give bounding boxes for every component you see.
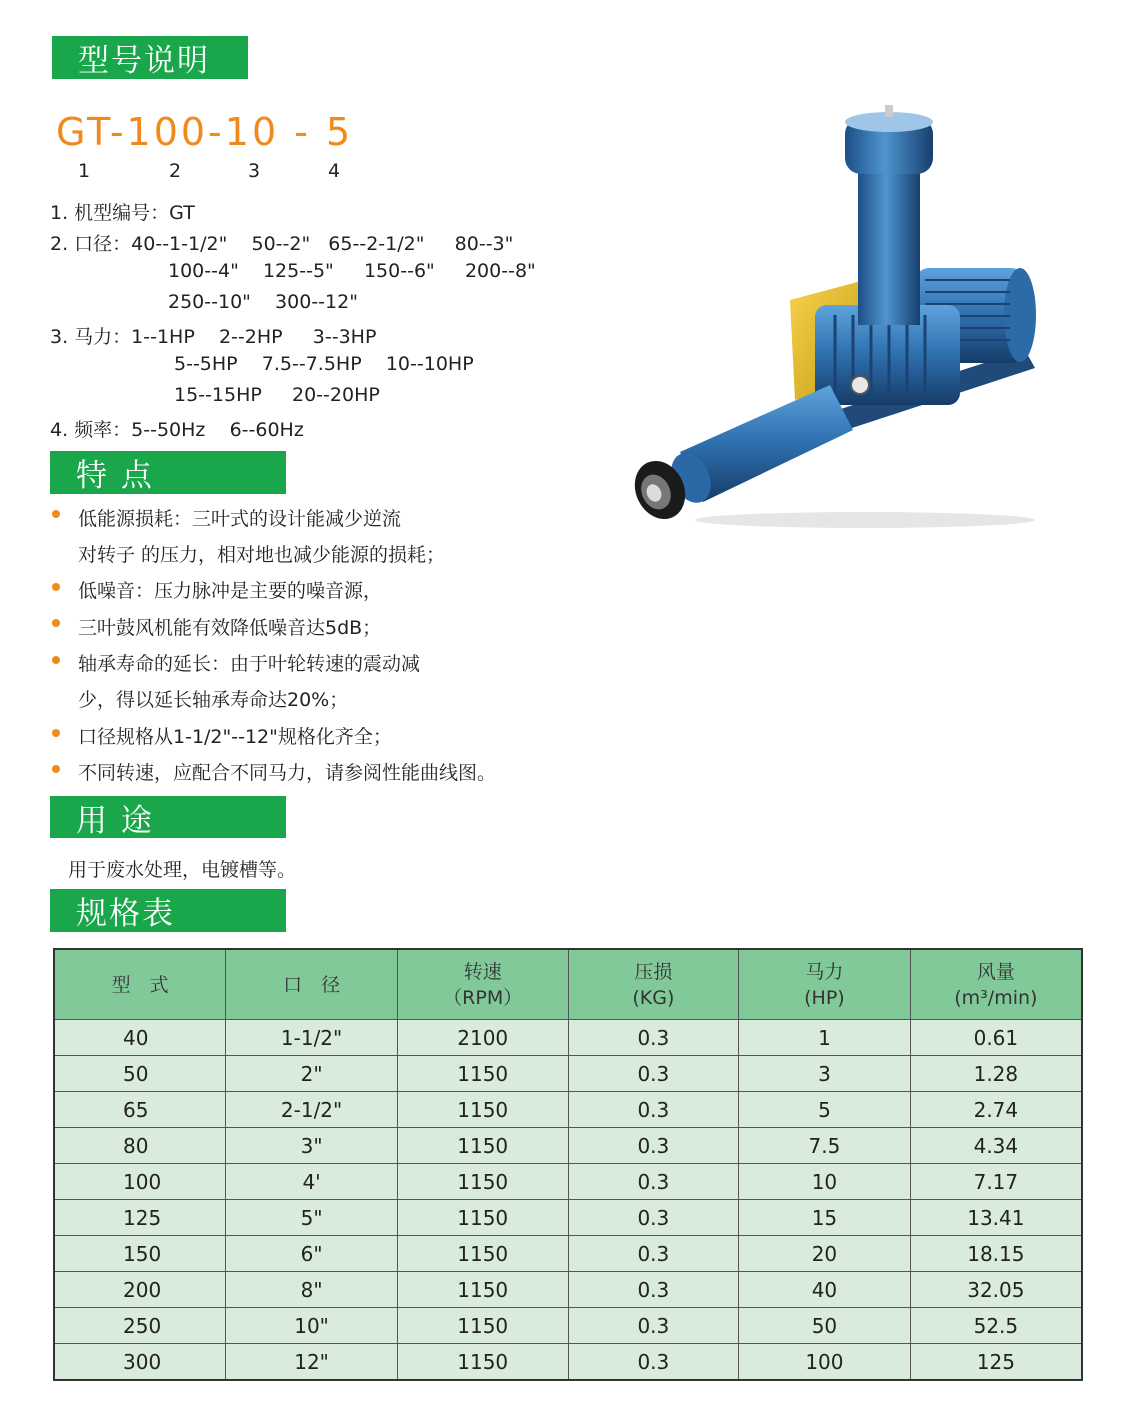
header-model: 型 式	[54, 949, 226, 1020]
cell-rpm: 1150	[397, 1092, 568, 1128]
cell-model: 300	[54, 1344, 226, 1381]
feature-item: 三叶鼓风机能有效降低噪音达5dB；	[78, 617, 382, 639]
cell-rpm: 1150	[397, 1344, 568, 1381]
cell-model: 250	[54, 1308, 226, 1344]
cell-model: 80	[54, 1128, 226, 1164]
section-banner-usage: 用 途	[50, 796, 286, 838]
cell-rpm: 1150	[397, 1200, 568, 1236]
table-row	[54, 1020, 1082, 1056]
bullet-dot	[52, 510, 60, 518]
cell-pressure: 0.3	[568, 1200, 739, 1236]
cell-rpm: 1150	[397, 1272, 568, 1308]
cell-airflow: 0.61	[910, 1020, 1082, 1056]
cell-caliber: 1-1/2"	[226, 1020, 398, 1056]
cell-pressure: 0.3	[568, 1344, 739, 1381]
spec-line: 2. 口径：40--1-1/2" 50--2" 65--2-1/2" 80--3"	[50, 233, 514, 255]
cell-rpm: 1150	[397, 1164, 568, 1200]
cell-power: 10	[739, 1164, 911, 1200]
cell-airflow: 125	[910, 1344, 1082, 1381]
cell-airflow: 13.41	[910, 1200, 1082, 1236]
cell-model: 40	[54, 1020, 226, 1056]
table-header-row	[54, 949, 1082, 1020]
cell-power: 100	[739, 1344, 911, 1381]
cell-model: 65	[54, 1092, 226, 1128]
cell-power: 1	[739, 1020, 911, 1056]
cell-caliber: 4'	[226, 1164, 398, 1200]
table-row	[54, 1200, 1082, 1236]
section-banner-model: 型号说明	[52, 36, 248, 79]
cell-model: 200	[54, 1272, 226, 1308]
bullet-dot	[52, 765, 60, 773]
cell-power: 5	[739, 1092, 911, 1128]
header-power: 马力 (HP)	[739, 949, 911, 1020]
model-code: GT-100-10 - 5	[56, 110, 354, 154]
table-row	[54, 1128, 1082, 1164]
cell-pressure: 0.3	[568, 1308, 739, 1344]
cell-pressure: 0.3	[568, 1272, 739, 1308]
cell-caliber: 10"	[226, 1308, 398, 1344]
cell-rpm: 1150	[397, 1236, 568, 1272]
usage-text: 用于废水处理，电镀槽等。	[68, 859, 297, 881]
header-rpm: 转速 （RPM）	[397, 949, 568, 1020]
cell-rpm: 1150	[397, 1308, 568, 1344]
cell-model: 50	[54, 1056, 226, 1092]
cell-power: 7.5	[739, 1128, 911, 1164]
spec-line: 15--15HP 20--20HP	[174, 384, 380, 406]
cell-pressure: 0.3	[568, 1236, 739, 1272]
code-index: 2	[169, 160, 182, 182]
cell-caliber: 2"	[226, 1056, 398, 1092]
cell-caliber: 2-1/2"	[226, 1092, 398, 1128]
cell-airflow: 7.17	[910, 1164, 1082, 1200]
cell-pressure: 0.3	[568, 1020, 739, 1056]
cell-caliber: 12"	[226, 1344, 398, 1381]
spec-line: 250--10" 300--12"	[168, 291, 358, 313]
cell-rpm: 1150	[397, 1128, 568, 1164]
table-row	[54, 1308, 1082, 1344]
code-index: 4	[328, 160, 341, 182]
cell-rpm: 1150	[397, 1056, 568, 1092]
table-row	[54, 1056, 1082, 1092]
cell-airflow: 2.74	[910, 1092, 1082, 1128]
cell-pressure: 0.3	[568, 1128, 739, 1164]
feature-item: 口径规格从1-1/2"--12"规格化齐全；	[78, 726, 392, 748]
header-airflow: 风量 (m³/min)	[910, 949, 1082, 1020]
cell-airflow: 4.34	[910, 1128, 1082, 1164]
spec-line: 1. 机型编号：GT	[50, 202, 195, 224]
spec-line: 5--5HP 7.5--7.5HP 10--10HP	[174, 353, 474, 375]
table-row	[54, 1236, 1082, 1272]
cell-power: 20	[739, 1236, 911, 1272]
cell-pressure: 0.3	[568, 1056, 739, 1092]
cell-pressure: 0.3	[568, 1092, 739, 1128]
cell-airflow: 52.5	[910, 1308, 1082, 1344]
cell-caliber: 8"	[226, 1272, 398, 1308]
cell-pressure: 0.3	[568, 1164, 739, 1200]
spec-table	[53, 948, 1083, 1381]
cell-model: 125	[54, 1200, 226, 1236]
table-row	[54, 1344, 1082, 1381]
cell-caliber: 6"	[226, 1236, 398, 1272]
section-banner-spec: 规格表	[50, 889, 286, 932]
table-row	[54, 1272, 1082, 1308]
cell-power: 3	[739, 1056, 911, 1092]
bullet-dot	[52, 619, 60, 627]
feature-item: 低噪音：压力脉冲是主要的噪音源，	[78, 580, 383, 602]
feature-item: 不同转速，应配合不同马力，请参阅性能曲线图。	[78, 762, 497, 784]
feature-item: 低能源损耗：三叶式的设计能减少逆流	[78, 508, 402, 530]
code-index: 3	[248, 160, 261, 182]
cell-rpm: 2100	[397, 1020, 568, 1056]
table-row	[54, 1092, 1082, 1128]
cell-model: 150	[54, 1236, 226, 1272]
table-row	[54, 1164, 1082, 1200]
code-index: 1	[78, 160, 91, 182]
section-banner-features: 特 点	[50, 451, 286, 494]
bullet-dot	[52, 656, 60, 664]
roots-blower-image	[625, 100, 1045, 550]
spec-line: 3. 马力：1--1HP 2--2HP 3--3HP	[50, 326, 377, 348]
cell-power: 15	[739, 1200, 911, 1236]
cell-airflow: 1.28	[910, 1056, 1082, 1092]
spec-line: 4. 频率：5--50Hz 6--60Hz	[50, 419, 304, 441]
spec-line: 100--4" 125--5" 150--6" 200--8"	[168, 260, 536, 282]
bullet-dot	[52, 583, 60, 591]
header-pressure: 压损 (KG)	[568, 949, 739, 1020]
feature-item: 少，得以延长轴承寿命达20%；	[78, 689, 349, 711]
cell-caliber: 5"	[226, 1200, 398, 1236]
bullet-dot	[52, 729, 60, 737]
cell-airflow: 32.05	[910, 1272, 1082, 1308]
cell-power: 40	[739, 1272, 911, 1308]
header-caliber: 口 径	[226, 949, 398, 1020]
feature-item: 对转子 的压力，相对地也减少能源的损耗；	[78, 544, 446, 566]
feature-item: 轴承寿命的延长：由于叶轮转速的震动减	[78, 653, 421, 675]
cell-model: 100	[54, 1164, 226, 1200]
cell-caliber: 3"	[226, 1128, 398, 1164]
cell-power: 50	[739, 1308, 911, 1344]
cell-airflow: 18.15	[910, 1236, 1082, 1272]
